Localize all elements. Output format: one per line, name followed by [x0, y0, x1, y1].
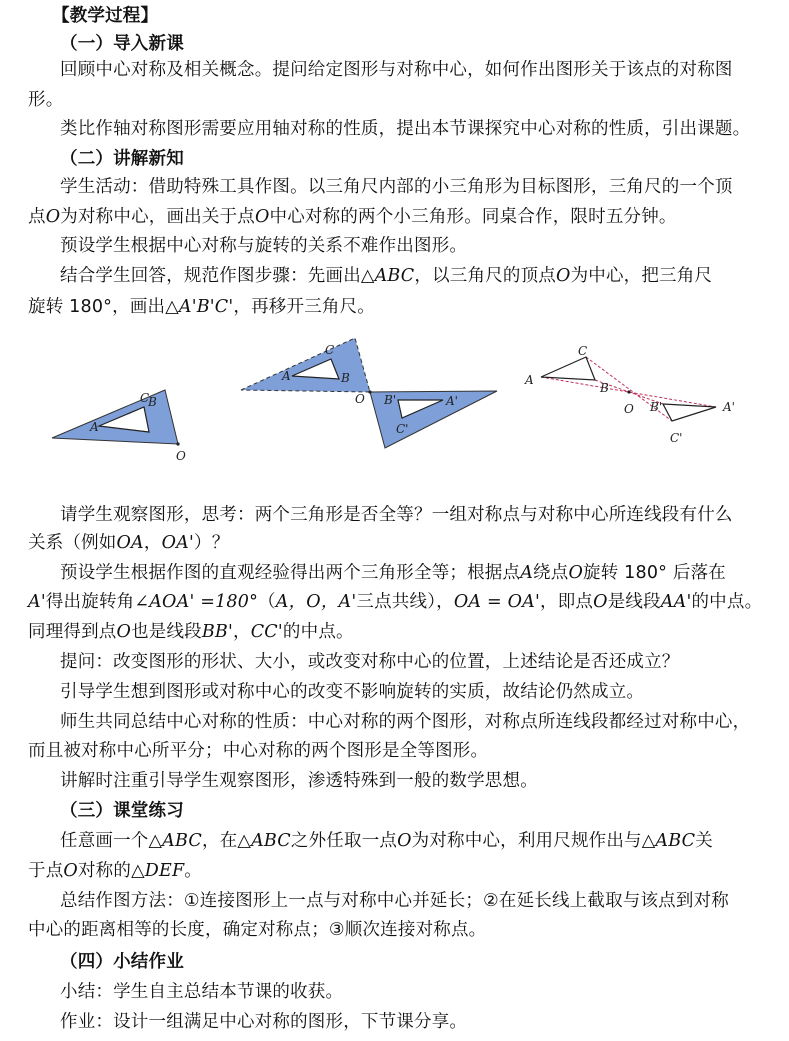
figure-3-point-symmetry [524, 344, 735, 445]
label-B: B [600, 381, 609, 395]
figure-svg [0, 320, 789, 480]
label-C: C [578, 344, 588, 358]
rotation-figures [0, 320, 789, 480]
label-B-prime: B' [384, 393, 397, 407]
label-C: C [140, 391, 150, 405]
paragraph: 中心的距离相等的长度，确定对称点；③顺次连接对称点。 [28, 920, 487, 940]
paragraph: 结合学生回答，规范作图步骤：先画出△ABC，以三角尺的顶点O为中心，把三角尺 [60, 266, 713, 286]
label-O: O [176, 449, 186, 463]
label-A: A [90, 420, 99, 434]
label-B: B [148, 395, 157, 409]
label-B-prime: B' [650, 400, 663, 414]
label-C-prime: C' [396, 422, 409, 436]
figure-1-triangle-ruler [52, 390, 186, 463]
paragraph: A'得出旋转角∠AOA' =180°（A，O，A'三点共线），OA = OA'，即点O是线段AA'的中点。 [28, 592, 763, 612]
label-O: O [355, 392, 365, 406]
paragraph: 类比作轴对称图形需要应用轴对称的性质，提出本节课探究中心对称的性质，引出课题。 [60, 119, 751, 139]
paragraph: 讲解时注重引导学生观察图形，渗透特殊到一般的数学思想。 [60, 771, 538, 791]
label-B: B [341, 371, 350, 385]
label-A-prime: A' [446, 394, 458, 408]
paragraph: 请学生观察图形，思考：两个三角形是否全等？一组对称点与对称中心所连线段有什么 [60, 505, 733, 525]
paragraph: 旋转 180°，画出△A'B'C'，再移开三角尺。 [28, 297, 376, 317]
section-3-title: （三）课堂练习 [60, 801, 184, 821]
label-A: A [282, 369, 291, 383]
label-A-prime: A' [723, 400, 735, 414]
section-4-title: （四）小结作业 [60, 952, 184, 972]
paragraph: 学生活动：借助特殊工具作图。以三角尺内部的小三角形为目标图形，三角尺的一个顶 [60, 177, 733, 197]
paragraph: 形。 [28, 90, 64, 110]
paragraph: 点O为对称中心，画出关于点O中心对称的两个小三角形。同桌合作，限时五分钟。 [28, 207, 677, 227]
paragraph: 关系（例如OA，OA'）？ [28, 533, 230, 553]
label-C-prime: C' [670, 431, 683, 445]
paragraph: 回顾中心对称及相关概念。提问给定图形与对称中心，如何作出图形关于该点的对称图 [60, 60, 733, 80]
section-1-title: （一）导入新课 [60, 34, 184, 54]
figure-2-rotated-ruler [241, 338, 497, 448]
paragraph: 师生共同总结中心对称的性质：中心对称的两个图形，对称点所连线段都经过对称中心， [60, 712, 751, 732]
section-2-title: （二）讲解新知 [60, 149, 184, 169]
paragraph: 同理得到点O也是线段BB'，CC'的中点。 [28, 622, 354, 642]
paragraph: 总结作图方法：①连接图形上一点与对称中心并延长；②在延长线上截取与该点到对称 [60, 891, 729, 911]
section-heading: 【教学过程】 [52, 6, 159, 26]
paragraph: 任意画一个△ABC，在△ABC之外任取一点O为对称中心，利用尺规作出与△ABC关 [60, 831, 713, 851]
label-C: C [325, 343, 335, 357]
paragraph: 提问：改变图形的形状、大小，或改变对称中心的位置，上述结论是否还成立？ [60, 652, 680, 672]
paragraph: 于点O对称的△DEF。 [28, 861, 202, 881]
paragraph: 预设学生根据中心对称与旋转的关系不难作出图形。 [60, 236, 468, 256]
paragraph: 而且被对称中心所平分；中心对称的两个图形是全等图形。 [28, 741, 489, 761]
paragraph: 引导学生想到图形或对称中心的改变不影响旋转的实质，故结论仍然成立。 [60, 682, 645, 702]
label-O: O [624, 402, 634, 416]
paragraph: 作业：设计一组满足中心对称的图形，下节课分享。 [60, 1012, 468, 1032]
paragraph: 预设学生根据作图的直观经验得出两个三角形全等；根据点A绕点O旋转 180° 后落在 [60, 563, 726, 583]
paragraph: 小结：学生自主总结本节课的收获。 [60, 982, 344, 1002]
label-A: A [525, 373, 534, 387]
